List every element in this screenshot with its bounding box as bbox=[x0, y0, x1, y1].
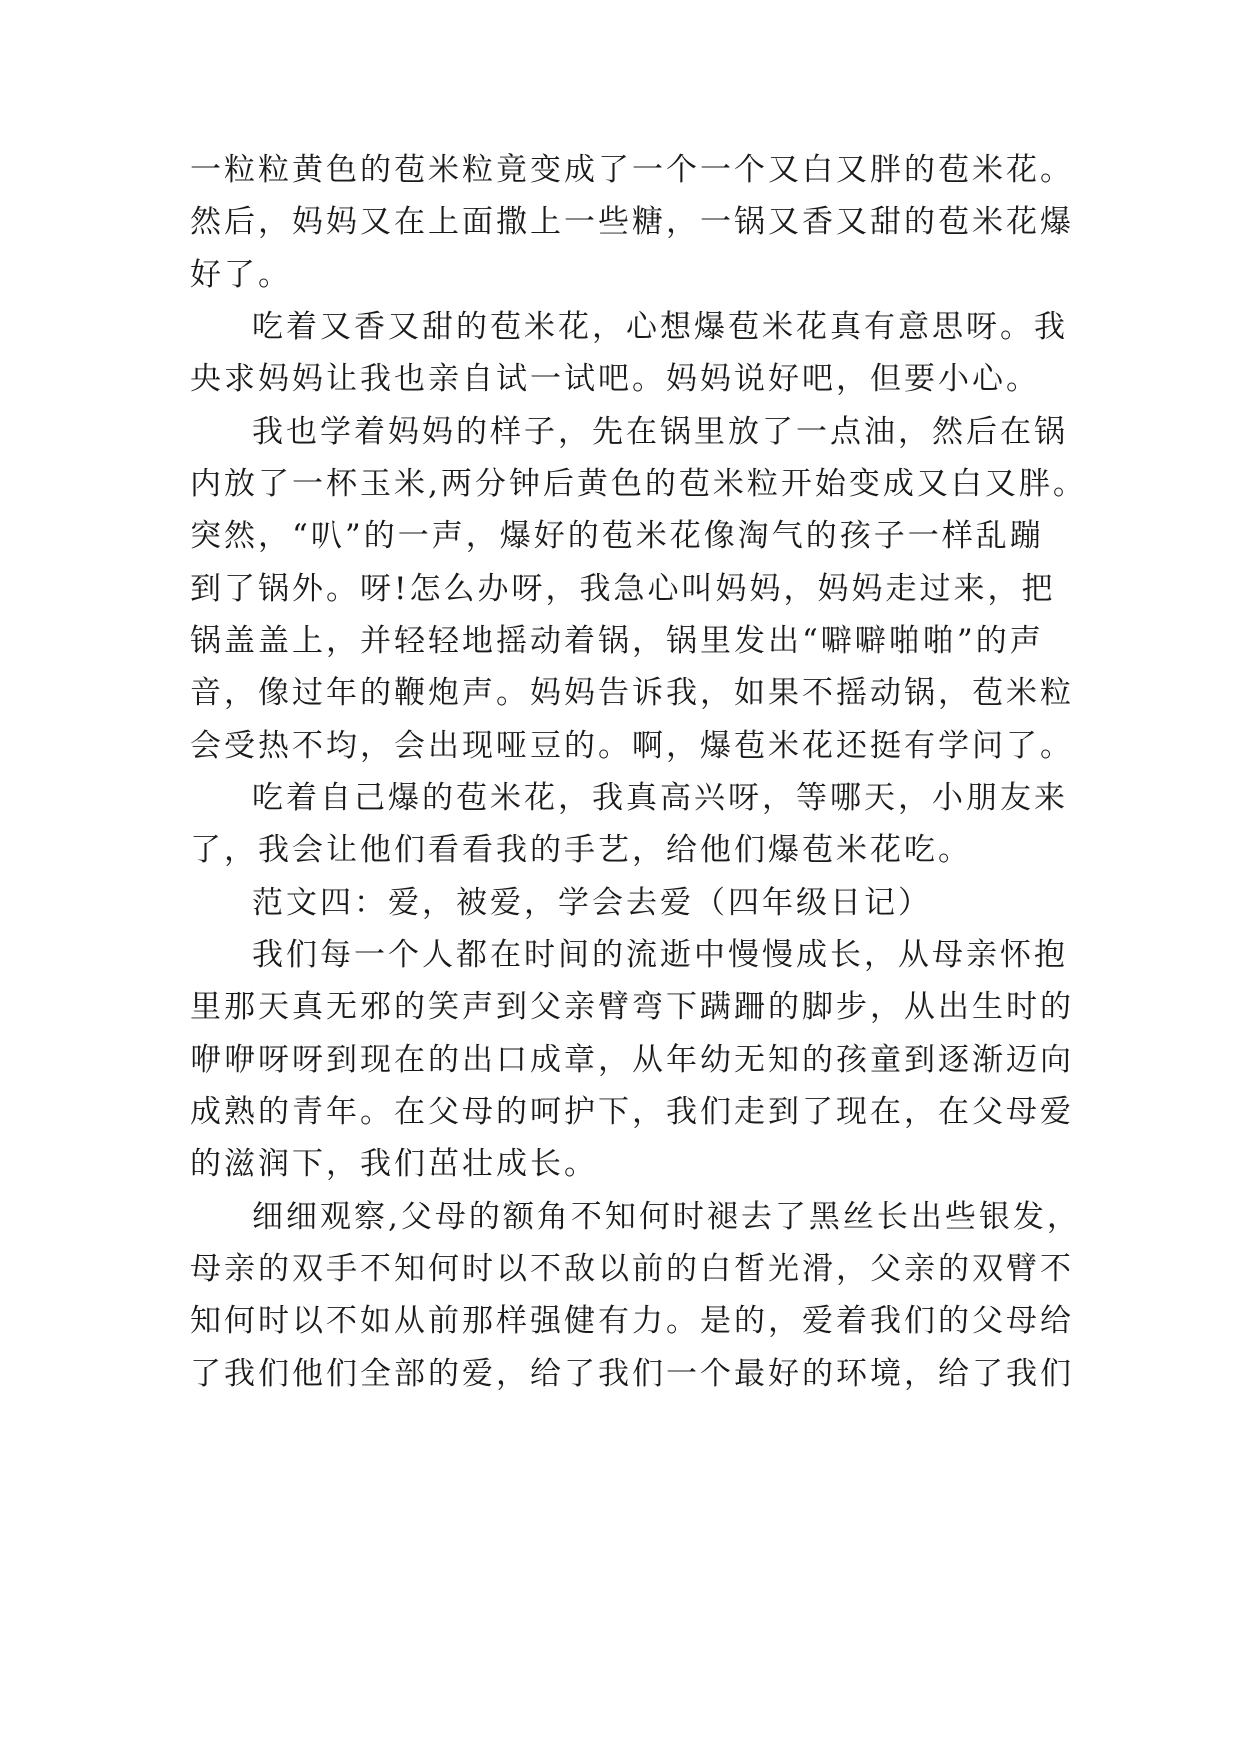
text-line-7: 内放了一杯玉米,两分钟后黄色的苞米粒开始变成又白又胖。 bbox=[190, 466, 1087, 502]
text-line-4: 吃着又香又甜的苞米花，心想爆苞米花真有意思呀。我 bbox=[252, 309, 1068, 345]
text-line-1: 一粒粒黄色的苞米粒竟变成了一个一个又白又胖的苞米花。 bbox=[190, 152, 1074, 188]
text-line-18: 咿咿呀呀到现在的出口成章，从年幼无知的孩童到逐渐迈向 bbox=[190, 1042, 1074, 1078]
text-line-13: 吃着自己爆的苞米花，我真高兴呀，等哪天，小朋友来 bbox=[252, 780, 1068, 816]
text-line-23: 知何时以不如从前那样强健有力。是的，爱着我们的父母给 bbox=[190, 1303, 1074, 1339]
text-line-19: 成熟的青年。在父母的呵护下，我们走到了现在，在父母爱 bbox=[190, 1094, 1074, 1130]
text-line-12: 会受热不均，会出现哑豆的。啊，爆苞米花还挺有学问了。 bbox=[190, 728, 1074, 764]
text-line-16: 我们每一个人都在时间的流逝中慢慢成长，从母亲怀抱 bbox=[252, 937, 1068, 973]
text-line-20: 的滋润下，我们茁壮成长。 bbox=[190, 1146, 598, 1182]
text-line-9: 到了锅外。呀!怎么办呀，我急心叫妈妈，妈妈走过来，把 bbox=[190, 571, 1056, 607]
text-line-11: 音，像过年的鞭炮声。妈妈告诉我，如果不摇动锅，苞米粒 bbox=[190, 675, 1074, 711]
text-line-10: 锅盖盖上，并轻轻地摇动着锅，锅里发出“噼噼啪啪”的声 bbox=[190, 623, 1044, 659]
text-line-22: 母亲的双手不知何时以不敌以前的白皙光滑，父亲的双臂不 bbox=[190, 1251, 1074, 1287]
text-line-5: 央求妈妈让我也亲自试一试吧。妈妈说好吧，但要小心。 bbox=[190, 361, 1040, 397]
text-line-2: 然后，妈妈又在上面撒上一些糖，一锅又香又甜的苞米花爆 bbox=[190, 204, 1074, 240]
text-line-8: 突然，“叭”的一声，爆好的苞米花像淘气的孩子一样乱蹦 bbox=[190, 518, 1044, 554]
text-line-6: 我也学着妈妈的样子，先在锅里放了一点油，然后在锅 bbox=[252, 414, 1068, 450]
text-line-17: 里那天真无邪的笑声到父亲臂弯下蹒跚的脚步，从出生时的 bbox=[190, 989, 1074, 1025]
text-line-24: 了我们他们全部的爱，给了我们一个最好的环境，给了我们 bbox=[190, 1356, 1074, 1392]
section-heading: 范文四：爱，被爱，学会去爱（四年级日记） bbox=[252, 885, 932, 921]
text-line-3: 好了。 bbox=[190, 257, 292, 293]
text-line-21: 细细观察,父母的额角不知何时褪去了黑丝长出些银发， bbox=[252, 1199, 1081, 1235]
text-line-14: 了，我会让他们看看我的手艺，给他们爆苞米花吃。 bbox=[190, 832, 972, 868]
